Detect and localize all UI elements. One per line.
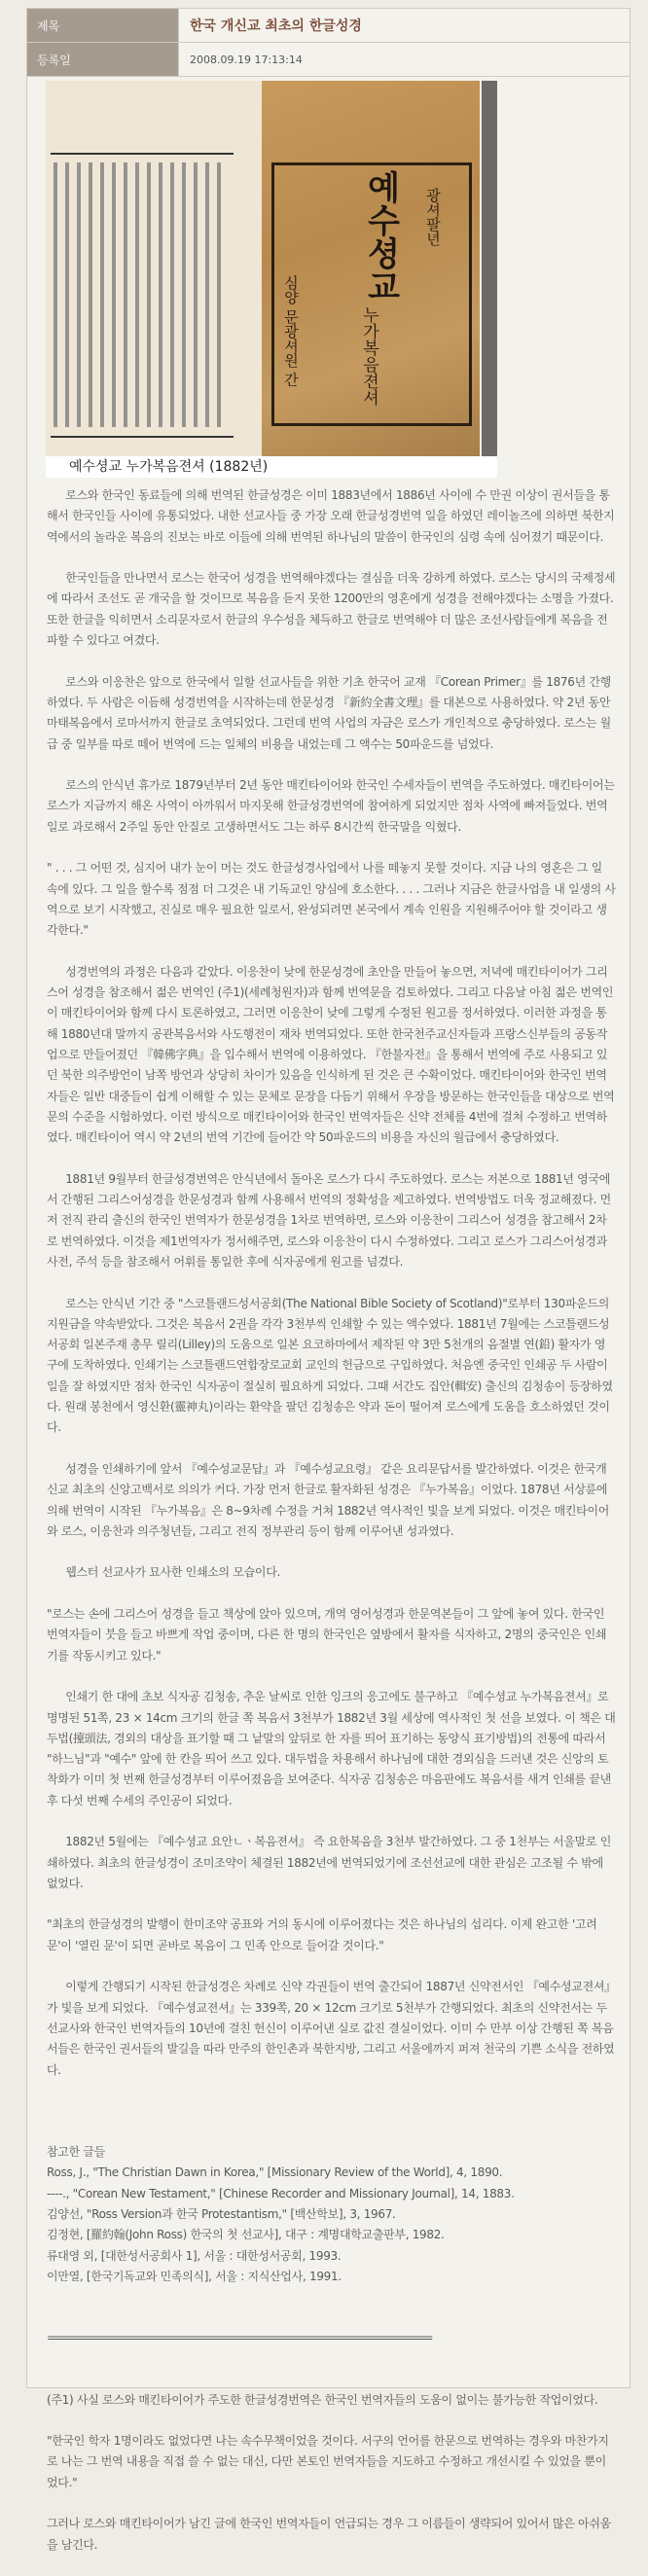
date-label: 등록일 (27, 43, 179, 76)
footnote-quote: "한국인 학자 1명이라도 없었다면 나는 속수무책이었을 것이다. 서구의 언어를 한문으로 번역하는 경우와 마찬가지로 나는 그 번역 내용을 직접 쓸 수 없는 대신, 다만 본토인 번역자들을 지도하고 수정하고 개선시킬 수 있었을 뿐이었다." (47, 2434, 609, 2489)
cover-subtitle: 누가복음젼셔 (359, 306, 378, 406)
paragraph: 로스의 안식년 휴가로 1879년부터 2년 동안 매킨타이어와 한국인 수세자들이 번역을 주도하였다. 매킨타이어는 로스가 지금까지 해온 사역이 아까워서 마지못해 한글성경번역에 참여하게 되었지만 점차 사역에 빠져들었다. 번역일로 과로해서 2주일 동안 안질로 고생하면서도 그는 하루 8시간씩 한국말을 익혔다. (47, 778, 615, 834)
cover-publisher: 심양 문광셔원 간 (282, 275, 300, 387)
paragraph: 1882년 5월에는 『예수셩교 요안ㄴㆍ복음젼셔』 즉 요한복음을 3천부 발간하였다. 그 중 1천부는 서울말로 인쇄하였다. 최초의 한글성경이 조미조약이 체결된 1882년에 번역되었기에 조선선교에 대한 관심은 고조될 수 밖에 없었다. (47, 1835, 612, 1890)
paragraph: 성경을 인쇄하기에 앞서 『예수성교문답』과 『예수성교요령』 같은 요리문답서를 발간하였다. 이것은 한국개신교 최초의 신앙고백서로 의의가 커다. 가장 먼저 한글로 활자화된 성경은 『누가복음』이었다. 1878년 서상륜에 의해 번역이 시작된 『누가복음』은 8~9차례 수정을 거쳐 1882년 역사적인 빛을 보게 되었다. 이것은 매킨타이어와 로스, 이응찬과 의주청년들, 그리고 전직 정부관리 등이 함께 이루어낸 성과였다. (47, 1461, 610, 1538)
date-row (26, 42, 630, 76)
paragraph: 로스는 안식년 기간 중 "스코틀랜드성서공회(The National Bible Society of Scotland)"로부터 130파운드의 지원금을 약속받았다. 그것은 복음서 2권을 각각 3천부씩 인쇄할 수 있는 액수였다. 1881년 7월에는 스코틀랜드성서공회 일본주재 총무 릴리(Lilley)의 도움으로 일본 요코하마에서 제작된 약 3만 5천개의 음절별 연(鉛) 활자가 영구에 도착하였다. 인쇄기는 스코틀랜드연합장로교회 교인의 헌금으로 구입하였다. 처음엔 중국인 인쇄공 두 사람이 일을 잘 하였지만 점차 한국인 식자공이 절실히 필요하게 되었다. 그때 서간도 집안(輯安) 출신의 김청송이 등장하였다. 원래 봉천에서 영신환(靈神丸)이라는 환약을 팔던 김청송은 약과 돈이 떨어져 로스에게 도움을 호소하였던 것이다. (47, 1296, 613, 1435)
title-label: 제목 (27, 9, 179, 42)
bible-photo (46, 81, 497, 478)
reference-item: 이만열, [한국기독교와 민족의식], 서울 : 지식산업사, 1991. (47, 2269, 342, 2283)
paragraph: 성경번역의 과정은 다음과 같았다. 이응찬이 낮에 한문성경에 초안을 만들어 놓으면, 저녁에 매킨타이어가 그리스어 성경을 참조해서 젊은 번역인 (주1)(세례청원자)과 함께 번역문을 검토하였다. 그리고 다음날 아침 젊은 번역인이 매킨타이어와 함께 다시 토론하였고, 그러면 이응찬이 낮에 그렇게 수정된 원고를 정서하였다. 이러한 과정을 통해 1880년대 말까지 공관복음서와 사도행전이 재차 번역되었다. 또한 한국천주교신자들과 프랑스신부들의 공동작업으로 만들어졌던 『韓佛字典』을 입수해서 번역에 이용하였다. 『한불자전』을 통해서 번역에 주로 사용되고 있던 북한 의주방언이 남쪽 방언과 상당히 차이가 있음을 인식하게 된 것은 큰 수확이었다. 매킨타이어와 한국인 번역자들은 일반 대중들이 쉽게 이해할 수 있는 문체로 문장을 다듬기 위해서 우장을 방문하는 한국인들을 대상으로 번역문의 수준을 시험하였다. 이런 방식으로 매킨타이어와 한국인 번역자들은 신약 전체를 4번에 걸쳐 수정하고 번역하였다. 매킨타이어 역시 약 2년의 번역 기간에 들어간 약 50파운드의 비용을 자신의 월급에서 충당하였다. (47, 964, 615, 1145)
photo-caption: 예수셩교 누가복음젼셔 (1882년) (69, 459, 269, 475)
article-text (47, 485, 616, 2576)
article-title: 한국 개신교 최초의 한글성경 (190, 18, 362, 34)
paragraph: 이렇게 간행되기 시작된 한글성경은 차례로 신약 각권들이 번역 출간되어 1887년 신약전서인 『예수셩교젼셔』가 빛을 보게 되었다. 『예수셩교젼셔』는 339쪽, 20 × 12cm 크기로 5천부가 간행되었다. 최초의 신약전서는 두 선교사와 한국인 번역자들의 10년에 걸친 헌신이 이루어낸 실로 값진 결실이었다. 이미 수 만부 이상 간행된 쪽 복음서들은 한국인 권서들의 발길을 따라 만주의 한인촌과 북한지방, 그리고 서울에까지 퍼져 천국의 기쁜 소식을 전하였다. (47, 1980, 616, 2077)
footnote: (주1) 사실 로스와 매킨타이어가 주도한 한글성경번역은 한국인 번역자들의 도움이 없이는 불가능한 작업이었다. (47, 2392, 598, 2407)
cover-title: 예수셩교 (361, 170, 400, 303)
book-cover-image (262, 81, 497, 456)
paragraph: 1881년 9월부터 한글성경번역은 안식년에서 돌아온 로스가 다시 주도하였다. 로스는 저본으로 1881년 영국에서 간행된 그리스어성경을 한문성경과 함께 사용해서 번역의 정확성을 제고하였다. 번역방법도 더욱 정교해졌다. 먼저 전직 관리 출신의 한국인 번역자가 한문성경을 1차로 번역하면, 로스와 이응찬이 그리스어 성경을 참고해서 2차로 번역하였다. 이것을 제1번역자가 정서해주면, 로스와 이응찬이 다시 수정하였다. 그리고 로스가 그리스어성경과 사전, 주석 등을 참조해서 어휘를 통일한 후에 식자공에게 원고를 넘겼다. (47, 1171, 611, 1269)
article-date: 2008.09.19 17:13:14 (190, 53, 303, 66)
article-body (26, 76, 630, 2552)
footnote: 그러나 로스와 매킨타이어가 남긴 글에 한국인 번역자들이 언급되는 경우 그 이름들이 생략되어 있어서 많은 아쉬움을 남긴다. (47, 2517, 611, 2552)
reference-item: 김정현, [羅約翰(John Ross) 한국의 첫 선교사], 대구 : 계명대학교출판부, 1982. (47, 2228, 445, 2242)
paragraph: 한국인들을 만나면서 로스는 한국어 성경을 번역해야겠다는 결심을 더욱 강하게 하였다. 로스는 당시의 국제정세에 따라서 조선도 곧 개국을 할 것이므로 복음을 듣지 못한 1200만의 영혼에게 성경을 전해야겠다는 소명을 가졌다. 또한 한글을 익히면서 소리문자로서 한글의 우수성을 체득하고 한글로 번역해야 더 많은 조선사람들에게 복음을 전파할 수 있다고 여겼다. (47, 571, 616, 648)
open-page-image (46, 81, 262, 456)
paragraph: 로스와 이응찬은 앞으로 한국에서 일할 선교사들을 위한 기초 한국어 교재 『Corean Primer』를 1876년 간행하였다. 두 사람은 이듬해 성경번역을 시작하는데 한문성경 『新約全書文理』를 대본으로 사용하였다. 약 2년 동안 마태복음에서 로마서까지 한글로 초역되었다. 그런데 번역 사업의 자금은 로스가 개인적으로 충당하였다. 로스는 월급 중 일부를 따로 떼어 번역에 드는 일체의 비용을 내었는데 그 액수는 50파운드를 넘었다. (47, 674, 611, 751)
quote-paragraph: " . . . 그 어떤 것, 심지어 내가 눈이 머는 것도 한글성경사업에서 나를 떼놓지 못할 것이다. 지금 나의 영혼은 그 일 속에 있다. 그 일을 할수록 점점 더 그것은 내 기독교인 양심에 호소한다. . . . 그러나 지금은 한글사업을 내 일생의 사역으로 보기 시작했고, 진실로 매우 필요한 일로서, 완성되려면 본국에서 계속 인원을 지원해주어야 할 것이라고 생각한다." (47, 861, 616, 938)
reference-item: 김양선, "Ross Version과 한국 Protestantism," [백산학보], 3, 1967. (47, 2207, 396, 2222)
separator-line: ================================================================= (47, 2331, 430, 2345)
title-row (26, 8, 630, 42)
cover-year: 광셔팔년 (424, 188, 442, 246)
paragraph: 인쇄기 한 대에 초보 식자공 김청송, 추운 날씨로 인한 잉크의 응고에도 불구하고 『예수셩교 누가복음젼셔』로 명명된 51쪽, 23 × 14cm 크기의 한글 쪽 복음서 3천부가 1882년 3월 세상에 역사적인 첫 선을 보였다. 이 책은 대두법(擡頭法, 경외의 대상을 표기할 때 그 낱말의 앞뒤로 한 자를 띄어 표기하는 동양식 표기방법)의 전통에 따라서 "하느님"과 "예수" 앞에 한 칸을 띄어 쓰고 있다. 대두법을 차용해서 하나님에 대한 경외심을 드러낸 것은 신앙의 토착화가 이미 첫 번째 한글성경부터 이루어졌음을 보여준다. 식자공 김청송은 마음판에도 복음서를 새겨 인쇄를 끝낸 후 다섯 번째 수세의 주인공이 되었다. (47, 1690, 616, 1807)
reference-item: 류대영 외, [대한성서공회사 1], 서울 : 대한성서공회, 1993. (47, 2248, 342, 2263)
paragraph: 웹스터 선교사가 묘사한 인쇄소의 모습이다. (65, 1565, 281, 1580)
quote-paragraph: "로스는 손에 그리스어 성경을 들고 책상에 앉아 있으며, 개역 영어성경과 한문역본들이 그 앞에 놓여 있다. 한국인 번역자들이 붓을 들고 바쁘게 작업 중이며, 다른 한 명의 한국인은 옆방에서 활자를 식자하고, 2명의 중국인은 인쇄기를 작동시키고 있다." (47, 1607, 607, 1663)
reference-item: ----., "Corean New Testament," [Chinese Recorder and Missionary Journal], 14, 1883. (47, 2186, 515, 2200)
reference-item: Ross, J., "The Christian Dawn in Korea," [Missionary Review of the World], 4, 1890. (47, 2165, 503, 2180)
references-heading: 참고한 글들 (47, 2145, 105, 2160)
quote-paragraph: "최초의 한글성경의 발행이 한미조약 공표와 거의 동시에 이루어졌다는 것은 하나님의 섭리다. 이제 완고한 '고려문'이 '열린 문'이 되면 곧바로 복음이 그 민족 안으로 들어갈 것이다." (47, 1917, 597, 1952)
references (47, 2142, 616, 2287)
paragraph: 로스와 한국인 동료들에 의해 번역된 한글성경은 이미 1883년에서 1886년 사이에 수 만권 이상이 권서들을 통해서 한국인들 사이에 유통되었다. 내한 선교사들 중 가장 오래 한글성경번역 일을 하였던 레이놀즈에 의하면 북한지역에서의 놀라운 복음의 진보는 바로 이들에 의해 번역된 하나님의 말씀이 한국인의 심령 속에 심어졌기 때문이다. (47, 488, 615, 544)
article-view (26, 8, 630, 2552)
